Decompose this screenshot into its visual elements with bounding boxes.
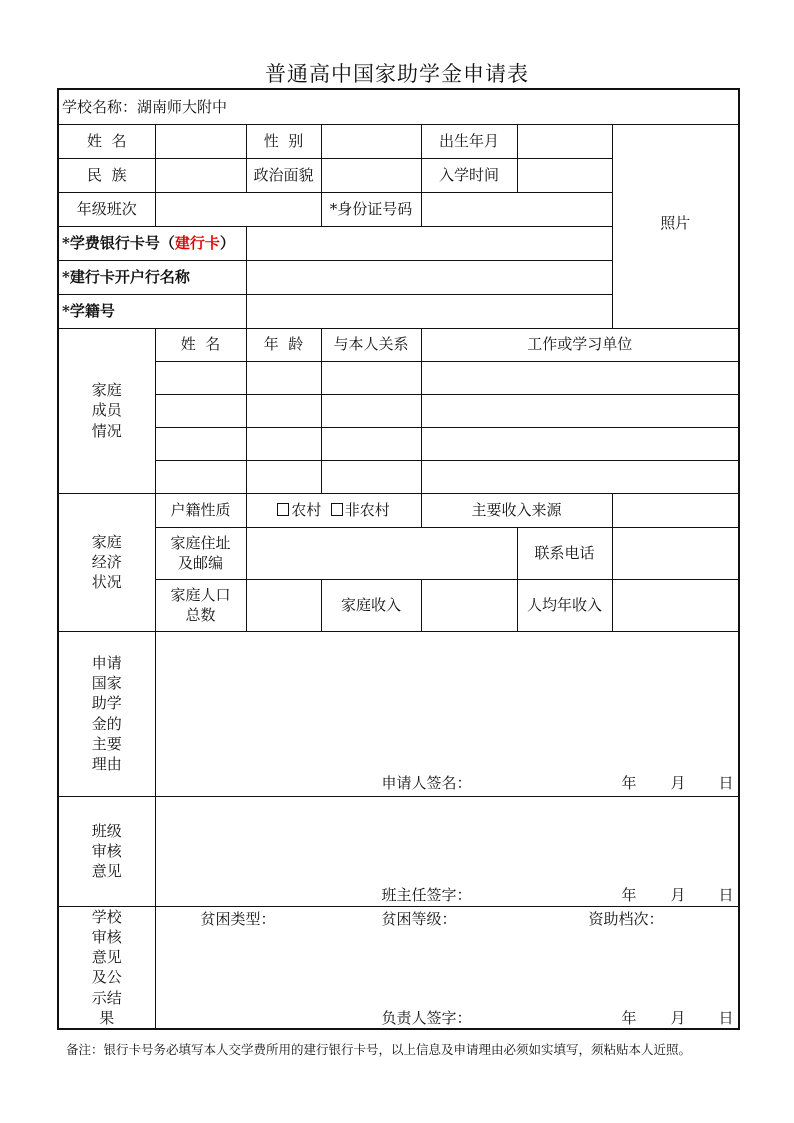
class-field[interactable] [155,192,321,226]
household-label: 户籍性质 [155,493,246,527]
class-review-signature-line [156,886,739,906]
id-label: *身份证号码 [321,192,421,226]
reason-day-label: 日 [718,774,734,793]
political-label: 政治面貌 [246,158,321,192]
birth-label: 出生年月 [421,124,517,158]
class-review-year-label: 年 [621,886,637,905]
rural-option-label: 农村 [291,500,322,519]
school-review-signature-line [156,1008,739,1028]
member-relation-cell[interactable] [321,460,421,493]
population-field[interactable] [246,579,321,631]
member-name-cell[interactable] [155,394,246,427]
poverty-type-label: 贫困类型： [200,909,276,928]
poverty-level-label: 贫困等级： [381,909,457,928]
family-economy-section-label: 家庭经济状况 [58,493,155,631]
name-label: 姓 名 [58,124,155,158]
reason-field[interactable] [155,631,739,796]
class-label: 年级班次 [58,192,155,226]
member-age-cell[interactable] [246,427,321,460]
ethnic-label: 民 族 [58,158,155,192]
member-name-cell[interactable] [155,427,246,460]
member-age-cell[interactable] [246,394,321,427]
birth-field[interactable] [517,124,612,158]
class-review-month-label: 月 [670,886,686,905]
member-col-name: 姓 名 [155,328,246,361]
table-row [58,361,739,394]
member-col-relation: 与本人关系 [321,328,421,361]
member-age-cell[interactable] [246,361,321,394]
household-options [246,493,421,527]
ethnic-field[interactable] [155,158,246,192]
nonrural-checkbox[interactable] [331,503,343,516]
table-row [58,427,739,460]
class-review-field[interactable] [155,796,739,906]
bank-card-field[interactable] [246,226,612,260]
member-relation-cell[interactable] [321,394,421,427]
enroll-label: 入学时间 [421,158,517,192]
income-field[interactable] [421,579,517,631]
bank-branch-label: *建行卡开户行名称 [58,260,246,294]
member-relation-cell[interactable] [321,361,421,394]
teacher-sign-label: 班主任签字： [381,886,472,905]
reason-signature-line [156,774,739,794]
student-no-field[interactable] [246,294,612,328]
bank-branch-field[interactable] [246,260,612,294]
aid-level-label: 资助档次： [588,909,664,928]
member-unit-cell[interactable] [421,460,739,493]
family-members-section-label: 家庭成员情况 [58,328,155,493]
table-row [58,460,739,493]
school-name-row [58,89,739,124]
income-label: 家庭收入 [321,579,421,631]
table-row [58,394,739,427]
member-relation-cell[interactable] [321,427,421,460]
application-form-table [57,88,740,1030]
photo-label: 照片 [660,213,691,232]
school-review-month-label: 月 [670,1008,686,1027]
per-capita-label: 人均年收入 [517,579,612,631]
reason-section-label: 申请国家助学金的主要理由 [58,631,155,796]
member-col-unit: 工作或学习单位 [421,328,739,361]
phone-field[interactable] [612,527,739,579]
gender-field[interactable] [321,124,421,158]
gender-label: 性 别 [246,124,321,158]
member-name-cell[interactable] [155,460,246,493]
school-review-field[interactable] [155,906,739,1029]
member-unit-cell[interactable] [421,427,739,460]
school-name-value: 湖南师大附中 [137,97,228,116]
phone-label: 联系电话 [517,527,612,579]
member-col-age: 年 龄 [246,328,321,361]
political-field[interactable] [321,158,421,192]
school-review-day-label: 日 [718,1008,734,1027]
member-name-cell[interactable] [155,361,246,394]
rural-checkbox[interactable] [277,503,289,516]
class-review-section-label: 班级审核意见 [58,796,155,906]
name-field[interactable] [155,124,246,158]
applicant-sign-label: 申请人签名： [381,774,472,793]
income-source-label: 主要收入来源 [421,493,612,527]
school-review-section-label: 学校审核意见及公示结果 [58,906,155,1029]
income-source-field[interactable] [612,493,739,527]
school-review-year-label: 年 [621,1008,637,1027]
id-field[interactable] [421,192,612,226]
enroll-field[interactable] [517,158,612,192]
form-title: 普通高中国家助学金申请表 [265,62,529,86]
bank-card-label: *学费银行卡号（建行卡） [58,226,246,260]
nonrural-option-label: 非农村 [344,500,390,519]
member-unit-cell[interactable] [421,394,739,427]
per-capita-field[interactable] [612,579,739,631]
population-label: 家庭人口总数 [155,579,246,631]
officer-sign-label: 负责人签字： [381,1008,472,1027]
class-review-day-label: 日 [718,886,734,905]
address-label: 家庭住址及邮编 [155,527,246,579]
photo-box[interactable] [612,124,739,328]
address-field[interactable] [246,527,517,579]
school-name-label: 学校名称： [62,97,138,116]
member-age-cell[interactable] [246,460,321,493]
member-unit-cell[interactable] [421,361,739,394]
footer-note: 备注：银行卡号务必填写本人交学费所用的建行银行卡号，以上信息及申请理由必须如实填写，须粘贴本人近照。 [66,1042,692,1057]
reason-year-label: 年 [621,774,637,793]
student-no-label: *学籍号 [58,294,246,328]
reason-month-label: 月 [670,774,686,793]
